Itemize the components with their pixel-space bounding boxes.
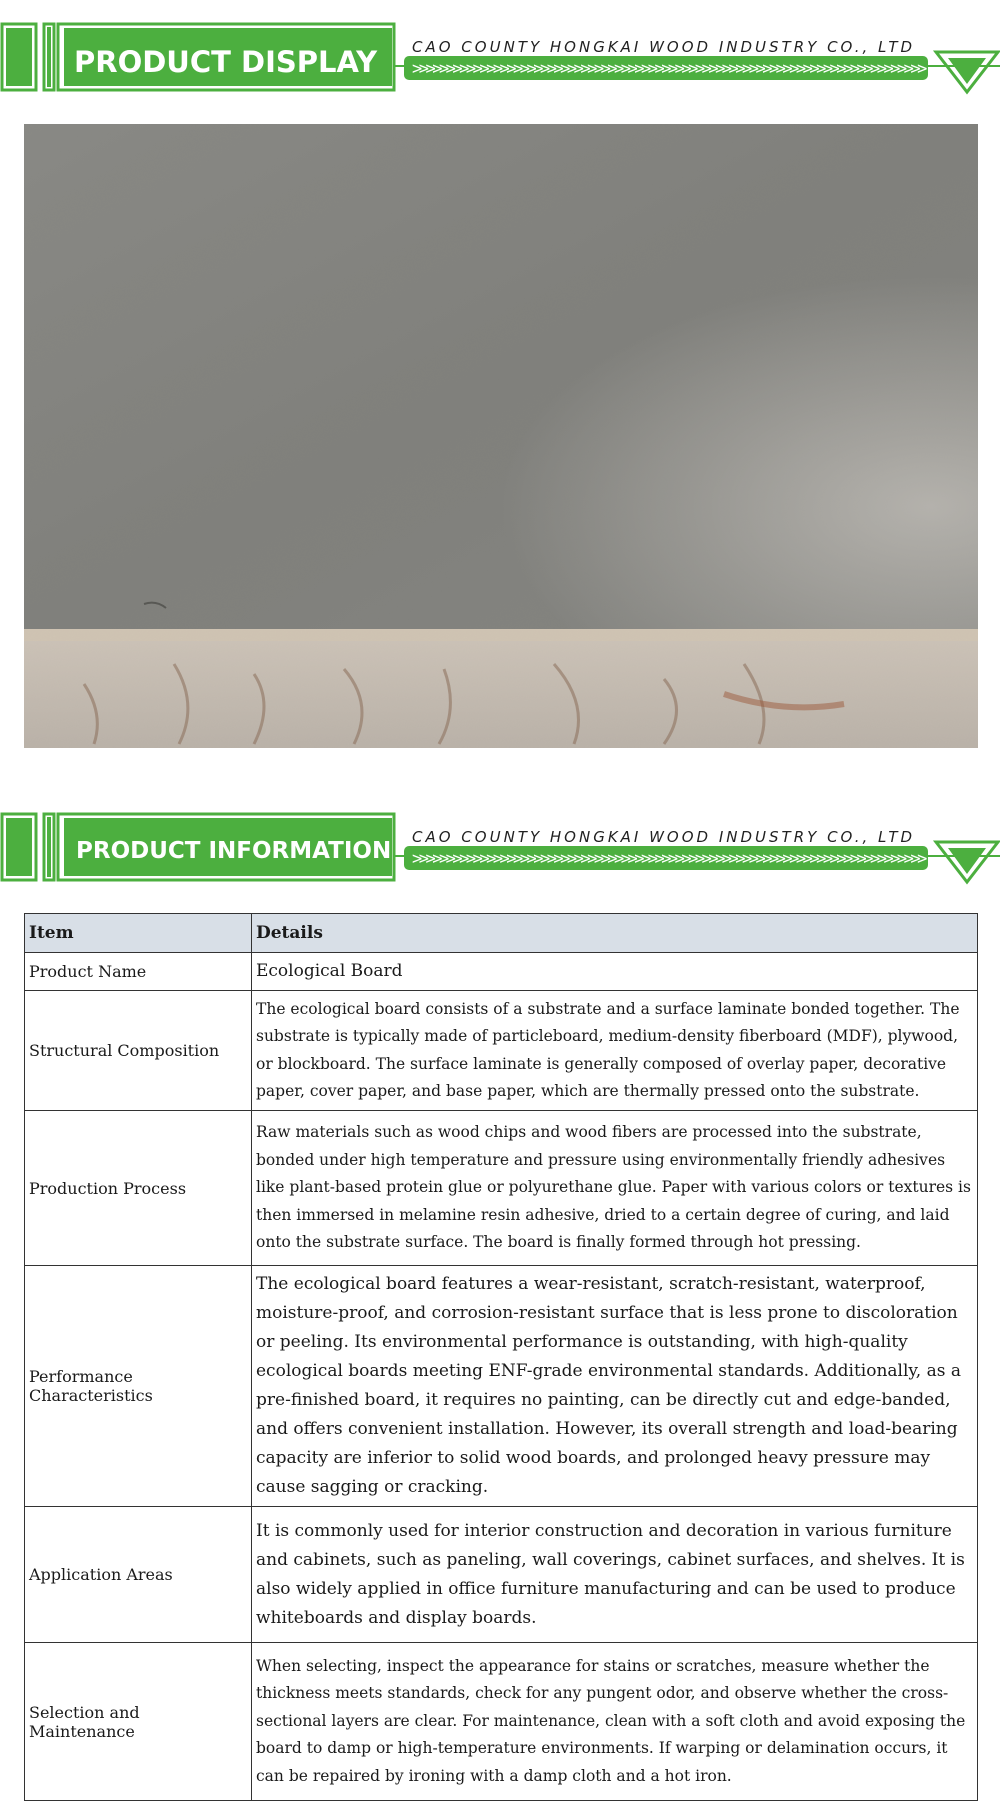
- row-item: Performance Characteristics: [25, 1266, 252, 1507]
- row-details: The ecological board features a wear-resistant, scratch-resistant, waterproof, moisture-proof, and corrosion-resistant surface that is less prone to discoloration or peeling. Its environmental performance is outstanding, with high-quality ecological boards meeting ENF-grade environmental standards. Additionally, as a pre-finished board, it requires no painting, can be directly cut and edge-banded, and offers convenient installation. However, its overall strength and load-bearing capacity are inferior to solid wood boards, and prolonged heavy pressure may cause sagging or cracking.: [252, 1266, 978, 1507]
- row-item: Structural Composition: [25, 991, 252, 1111]
- section-banner-product-information: [0, 804, 1000, 896]
- row-details: The ecological board consists of a substrate and a surface laminate bonded together. The substrate is typically made of particleboard, medium-density fiberboard (MDF), plywood, or blockboard. The surface laminate is generally composed of overlay paper, decorative paper, cover paper, and base paper, which are thermally pressed onto the substrate.: [252, 991, 978, 1111]
- table-row: [25, 991, 978, 1111]
- column-header-details: Details: [252, 914, 978, 953]
- table-row: [25, 1266, 978, 1507]
- row-details: Ecological Board: [252, 953, 978, 991]
- company-name: CAO COUNTY HONGKAI WOOD INDUSTRY CO., LTD: [412, 828, 916, 846]
- banner-title: PRODUCT DISPLAY: [74, 45, 378, 79]
- row-details: It is commonly used for interior construction and decoration in various furniture and cabinets, such as paneling, wall coverings, cabinet surfaces, and shelves. It is also widely applied in office furniture manufacturing and can be used to produce whiteboards and display boards.: [252, 1507, 978, 1643]
- table-row: [25, 1507, 978, 1643]
- company-name: CAO COUNTY HONGKAI WOOD INDUSTRY CO., LTD: [412, 38, 916, 56]
- row-item: Application Areas: [25, 1507, 252, 1643]
- board-photo-icon: [24, 124, 978, 748]
- banner-graphic: [0, 804, 1000, 896]
- row-item: Production Process: [25, 1111, 252, 1266]
- row-item: Selection and Maintenance: [25, 1643, 252, 1801]
- section-banner-product-display: [0, 14, 1000, 106]
- svg-text:>>>>>>>>>>>>>>>>>>>>>>>>>>>>>>: >>>>>>>>>>>>>>>>>>>>>>>>>>>>>>>>>>>>>>>>>>>>>>>>>>>>>>>>>>>>>>>>>>>>>>>>>>>>: [412, 849, 924, 869]
- product-info-table: [24, 913, 978, 1801]
- row-details: When selecting, inspect the appearance for stains or scratches, measure whether the thickness meets standards, check for any pungent odor, and observe whether the cross-sectional layers are clear. For maintenance, clean with a soft cloth and avoid exposing the board to damp or high-temperature environments. If warping or delamination occurs, it can be repaired by ironing with a damp cloth and a hot iron.: [252, 1643, 978, 1801]
- svg-text:>>>>>>>>>>>>>>>>>>>>>>>>>>>>>>: >>>>>>>>>>>>>>>>>>>>>>>>>>>>>>>>>>>>>>>>>>>>>>>>>>>>>>>>>>>>>>>>>>>>>>>>>>>>: [412, 59, 924, 79]
- table-row: [25, 1643, 978, 1801]
- product-photo: [24, 124, 978, 748]
- table-row: [25, 953, 978, 991]
- row-item: Product Name: [25, 953, 252, 991]
- row-details: Raw materials such as wood chips and wood fibers are processed into the substrate, bonded under high temperature and pressure using environmentally friendly adhesives like plant-based protein glue or polyurethane glue. Paper with various colors or textures is then immersed in melamine resin adhesive, dried to a certain degree of curing, and laid onto the substrate surface. The board is finally formed through hot pressing.: [252, 1111, 978, 1266]
- table-row: [25, 1111, 978, 1266]
- banner-title: PRODUCT INFORMATION: [76, 838, 392, 864]
- column-header-item: Item: [25, 914, 252, 953]
- banner-graphic: [0, 14, 1000, 106]
- table-header-row: [25, 914, 978, 953]
